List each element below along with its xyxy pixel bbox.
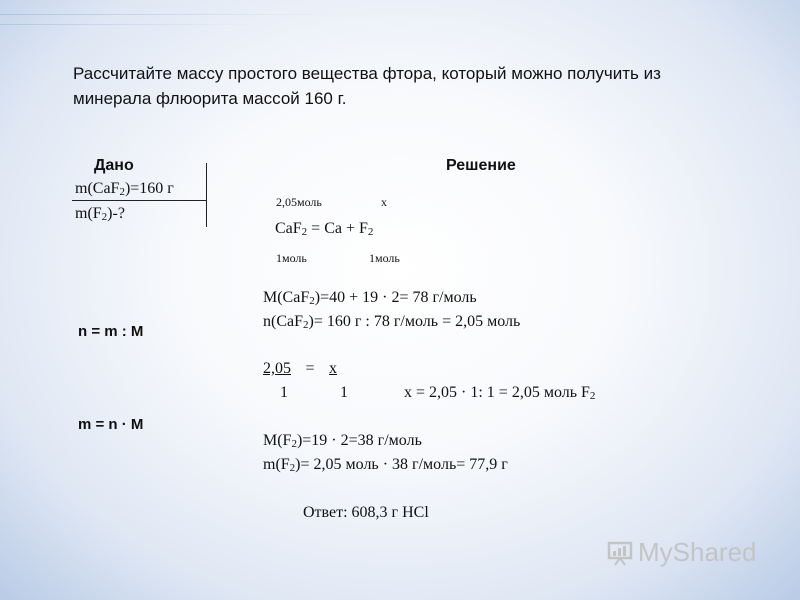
equation-above-left: 2,05моль bbox=[276, 195, 322, 209]
equation-below-left: 1моль bbox=[276, 251, 307, 265]
problem-line-1: Рассчитайте массу простого вещества фтора, который можно получить из bbox=[73, 64, 661, 83]
answer-text: Ответ: 608,3 г HCl bbox=[303, 504, 429, 521]
mass-f2: m(F2)= 2,05 моль · 38 г/моль= 77,9 г bbox=[263, 456, 508, 474]
proportion-result: x = 2,05 · 1: 1 = 2,05 моль F2 bbox=[404, 384, 596, 402]
presentation-board-icon bbox=[607, 540, 633, 566]
given-line-2: m(F2)-? bbox=[75, 205, 125, 223]
decorative-line-top-2 bbox=[0, 24, 260, 25]
problem-line-2: минерала флюорита массой 160 г. bbox=[73, 89, 347, 108]
molar-mass-caf2: M(CaF2)=40 + 19 · 2= 78 г/моль bbox=[263, 289, 477, 307]
molar-mass-f2: M(F2)=19 · 2=38 г/моль bbox=[263, 432, 422, 450]
moles-caf2: n(CaF2)= 160 г : 78 г/моль = 2,05 моль bbox=[263, 313, 521, 331]
given-header: Дано bbox=[94, 157, 134, 174]
proportion-bottom-left: 1 bbox=[280, 384, 288, 401]
problem-statement bbox=[73, 61, 713, 111]
proportion-bottom-right: 1 bbox=[340, 384, 348, 401]
formula-m: m = n · M bbox=[78, 416, 144, 433]
decorative-line-top bbox=[0, 14, 340, 15]
reaction-equation: CaF2 = Ca + F2 bbox=[275, 220, 374, 238]
given-divider bbox=[72, 200, 207, 201]
proportion-top: 2,05 = x bbox=[263, 360, 337, 377]
given-vertical-rule bbox=[206, 163, 207, 227]
watermark-text: MyShared bbox=[638, 537, 757, 567]
formula-n: n = m : M bbox=[78, 323, 144, 340]
given-line-1: m(CaF2)=160 г bbox=[75, 180, 174, 198]
solution-header: Решение bbox=[446, 157, 516, 174]
equation-above-right: x bbox=[381, 195, 387, 209]
equation-below-right: 1моль bbox=[369, 251, 400, 265]
